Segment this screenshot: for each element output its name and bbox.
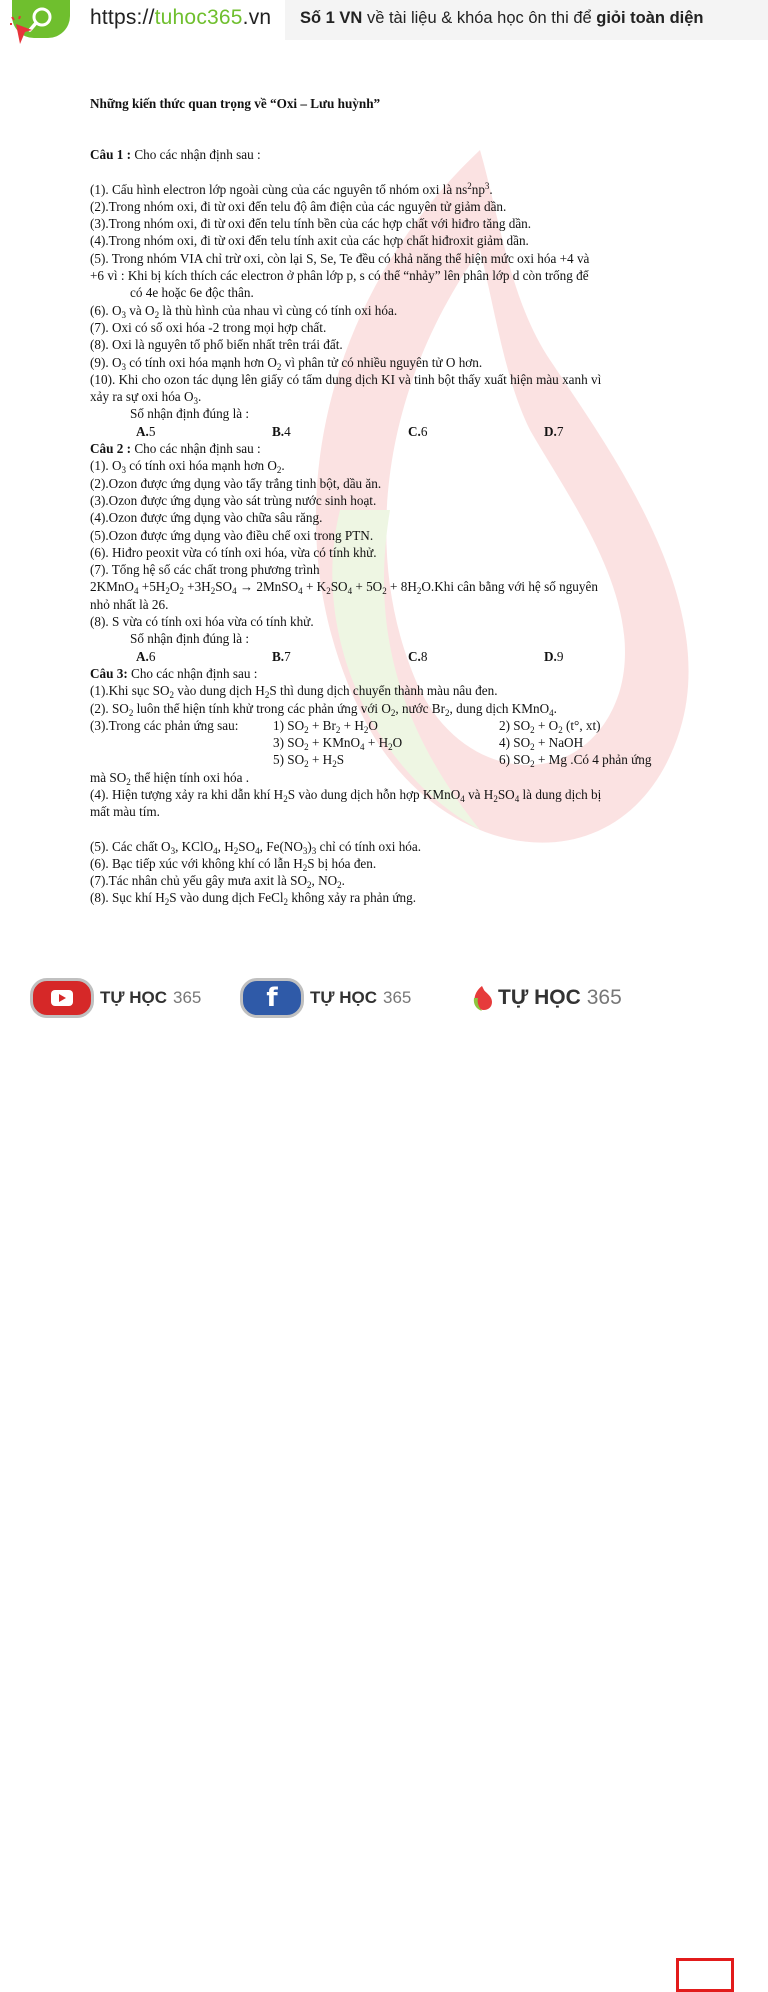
q2-answer-d[interactable]: D.9 (544, 648, 564, 664)
q3-reaction-6: 6) $SO_2 + Mg$ .Có 4 phản ứng (499, 752, 652, 770)
q2-statement-3: (3).Ozon được ứng dụng vào sát trùng nước sinh hoạt. (90, 492, 377, 508)
brand-link[interactable]: TỰ HỌC 365 (470, 976, 622, 1020)
facebook-link[interactable]: f TỰ HỌC 365 (240, 976, 411, 1020)
q1-statement-4: (4).Trong nhóm oxi, đi từ oxi đến telu tính axit của các hợp chất hiđroxit giảm dần. (90, 233, 529, 249)
q3-statement-1: (1).Khi sục $SO_2$ vào dung dịch $H_2S$ thì dung dịch chuyển thành màu nâu đen. (90, 683, 498, 701)
q1-statement-5-cont: +6 vì : Khi bị kích thích các electron ở phân lớp p, s có thể “nhảy” lên phân lớp d còn trống để (90, 268, 589, 284)
q1-answer-c[interactable]: C.6 (408, 423, 428, 439)
q2-statement-1: (1). $O_3$ có tính oxi hóa mạnh hơn $O_2$. (90, 458, 285, 476)
site-footer (0, 976, 768, 1024)
q2-count-prompt: Số nhận định đúng là : (130, 631, 250, 647)
highlight-box[interactable] (676, 1958, 734, 1992)
site-header (0, 0, 768, 40)
q3-statement-6: (6). Bạc tiếp xúc với không khí có lẫn $H_2S$ bị hóa đen. (90, 855, 377, 873)
q3-statement-2: (2). $SO_2$ luôn thể hiện tính khử trong các phản ứng với $O_2$, nước $Br_2$, dung dịch KMnO$_4$. (90, 700, 557, 718)
q3-reaction-4: 4) $SO_2$ + NaOH (499, 735, 584, 753)
q3-statement-8: (8). Sục khí $H_2S$ vào dung dịch FeCl$_2$ không xảy ra phản ứng. (90, 890, 417, 908)
q3-statement-4: (4). Hiện tượng xảy ra khi dẫn khí $H_2S$ vào dung dịch hỗn hợp KMnO$_4$ và $H_2SO_4$ là dung dịch bị (90, 786, 602, 804)
youtube-link[interactable]: TỰ HỌC 365 (30, 976, 201, 1020)
q1-statement-3: (3).Trong nhóm oxi, đi từ oxi đến telu tính bền của các hợp chất với hiđro tăng dần. (90, 216, 532, 232)
q2-statement-2: (2).Ozon được ứng dụng vào tẩy trắng tinh bột, dầu ăn. (90, 475, 382, 491)
q2-answer-b[interactable]: B.7 (272, 648, 291, 664)
q3-reaction-2: 2) $SO_2 + O_2$ (t°, xt) (499, 717, 601, 735)
q1-answers (90, 423, 690, 440)
q3-statement-3-tail: mà $SO_2$ thể hiện tính oxi hóa . (90, 769, 250, 787)
q3-reactions (90, 717, 690, 769)
q3-statement-7: (7).Tác nhân chủ yếu gây mưa axit là $SO_2$, $NO_2$. (90, 873, 345, 891)
q3-statement-5: (5). Các chất $O_3$, KClO$_4$, $H_2SO_4$, $Fe(NO_3)_3$ chỉ có tính oxi hóa. (90, 838, 422, 856)
q1-count-prompt: Số nhận định đúng là : (130, 406, 250, 422)
q1-statement-2: (2).Trong nhóm oxi, đi từ oxi đến telu độ âm điện của các nguyên tử giảm dần. (90, 198, 507, 214)
question-2-header: Câu 2 : Cho các nhận định sau : (90, 441, 261, 457)
q2-statement-5: (5).Ozon được ứng dụng vào điều chế oxi trong PTN. (90, 527, 374, 543)
q1-statement-9: (9). $O_3$ có tính oxi hóa mạnh hơn $O_2$ vì phân tử có nhiều nguyên tử O hơn. (90, 354, 483, 372)
q3-statement-4-cont: mất màu tím. (90, 804, 160, 820)
q1-statement-5-end: có 4e hoặc 6e độc thân. (130, 285, 254, 301)
q1-statement-7: (7). Oxi có số oxi hóa -2 trong mọi hợp chất. (90, 319, 327, 335)
cursor-icon (10, 16, 36, 46)
question-1-header: Câu 1 : Cho các nhận định sau : (90, 147, 261, 163)
q3-statement-3-intro: (3).Trong các phản ứng sau: (90, 717, 239, 733)
q3-reaction-3: 3) $SO_2$ + KMnO$_4$ + $H_2O$ (273, 735, 403, 753)
q3-reaction-5: 5) $SO_2 + H_2S$ (273, 752, 345, 770)
q1-statement-10: (10). Khi cho ozon tác dụng lên giấy có tẩm dung dịch KI và tinh bột thấy xuất hiện màu xanh vì (90, 371, 602, 387)
q3-reaction-1: 1) $SO_2 + Br_2 + H_2O$ (273, 717, 378, 735)
question-3-header: Câu 3: Cho các nhận định sau : (90, 665, 258, 681)
q2-answer-c[interactable]: C.8 (408, 648, 428, 664)
site-url-link[interactable]: https://tuhoc365.vn (90, 6, 272, 29)
q1-statement-5: (5). Trong nhóm VIA chỉ trừ oxi, còn lại S, Se, Te đều có khả năng thể hiện mức oxi hóa +4 và (90, 250, 590, 266)
document-title: Những kiến thức quan trọng về “Oxi – Lưu huỳnh” (90, 96, 381, 111)
q1-answer-d[interactable]: D.7 (544, 423, 564, 439)
q2-statement-6: (6). Hiđro peoxit vừa có tính oxi hóa, vừa có tính khử. (90, 544, 377, 560)
q2-statement-4: (4).Ozon được ứng dụng vào chữa sâu răng. (90, 510, 323, 526)
slogan-text: Số 1 VN về tài liệu & khóa học ôn thi để giỏi toàn diện (300, 9, 704, 27)
facebook-icon: f (240, 978, 304, 1018)
q1-statement-6: (6). $O_3$ và $O_2$ là thù hình của nhau vì cùng có tính oxi hóa. (90, 302, 398, 320)
q1-statement-1: (1). Cấu hình electron lớp ngoài cùng của các nguyên tố nhóm oxi là $ns^2np^3$. (90, 180, 493, 197)
q1-answer-b[interactable]: B.4 (272, 423, 291, 439)
q2-answers (90, 648, 690, 665)
q2-statement-7: (7). Tổng hệ số các chất trong phương trình (90, 562, 320, 578)
q1-statement-8: (8). Oxi là nguyên tố phổ biến nhất trên trái đất. (90, 337, 343, 353)
q2-statement-8: (8). S vừa có tính oxi hóa vừa có tính khử. (90, 614, 314, 630)
q2-answer-a[interactable]: A.6 (136, 648, 156, 664)
brand-logo-icon (470, 984, 494, 1012)
q2-statement-7-end: nhỏ nhất là 26. (90, 596, 169, 612)
q1-statement-10-cont: xảy ra sự oxi hóa $O_3$. (90, 389, 202, 407)
document-body (90, 95, 690, 907)
q1-answer-a[interactable]: A.5 (136, 423, 156, 439)
q2-equation: 2KMnO$_4$ $+5H_2O_2 +3H_2SO_4$ → 2MnSO$_4$ + $K_2SO_4 + 5O_2 + 8H_2O.Khi$ cân bằng với hệ số nguyên (90, 579, 598, 597)
youtube-icon (30, 978, 94, 1018)
